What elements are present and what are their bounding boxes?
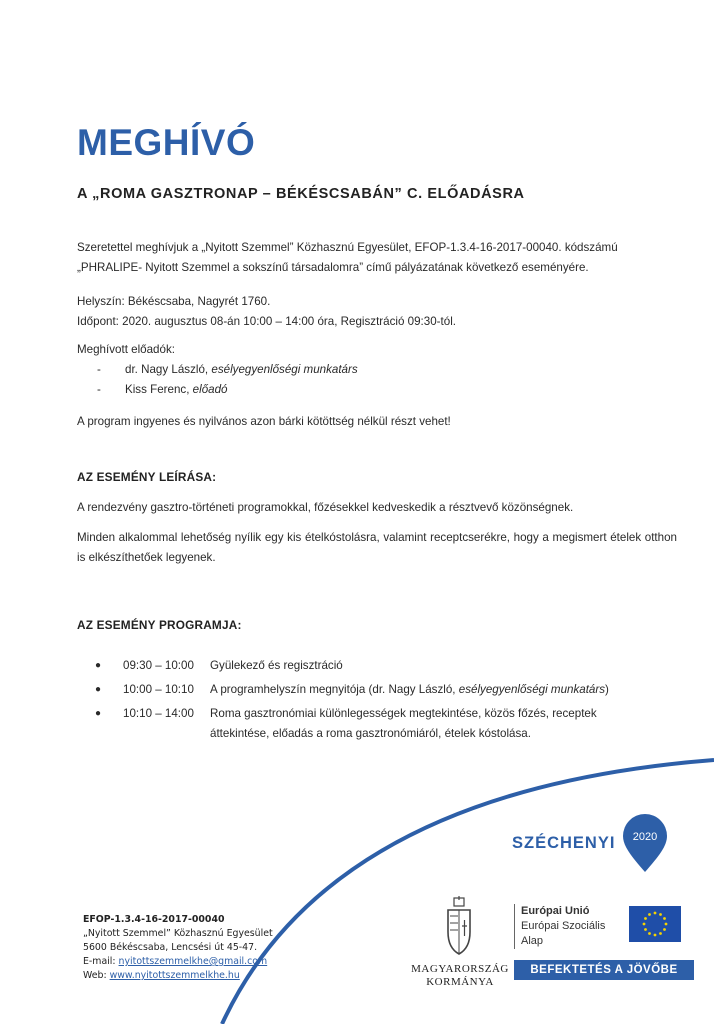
dash-marker: - — [97, 383, 101, 396]
description-paragraph-1: A rendezvény gasztro-történeti programokkal, főzésekkel kedveskedik a résztvevő közönségnek. — [77, 501, 574, 514]
bullet-icon: ● — [95, 708, 102, 719]
svg-text:2020: 2020 — [633, 831, 658, 843]
footer-org: „Nyitott Szemmel” Közhasznú Egyesület — [83, 928, 273, 939]
intro-line-1: Szeretettel meghívjuk a „Nyitott Szemmel” Közhasznú Egyesület, EFOP-1.3.4-16-2017-00040. kódszámú — [77, 241, 618, 254]
program-desc: A programhelyszín megnyitója (dr. Nagy László, esélyegyenlőségi munkatárs) — [210, 683, 609, 696]
footer-web-row: Web: www.nyitottszemmelkhe.hu — [83, 970, 240, 981]
page-subtitle: A „ROMA GASZTRONAP – BÉKÉSCSABÁN” C. ELŐADÁSRA — [77, 186, 525, 202]
venue-block — [77, 292, 456, 332]
footer-email-row: E-mail: nyitottszemmelkhe@gmail.com — [83, 956, 268, 967]
invest-banner: BEFEKTETÉS A JÖVŐBE — [514, 960, 694, 980]
speaker-role: előadó — [192, 383, 228, 396]
hungarian-crest-icon — [442, 896, 476, 956]
program-desc: Roma gasztronómiai különlegességek megtekintése, közös főzés, receptek áttekintése, előadás a roma gasztronómiáról, ételek kóstolása. — [210, 707, 597, 740]
intro-paragraph — [77, 238, 667, 278]
speaker-item — [77, 380, 358, 400]
page-title: MEGHÍVÓ — [77, 122, 256, 163]
program-list — [95, 656, 655, 748]
dash-marker: - — [97, 363, 101, 376]
szechenyi-text: SZÉCHENYI — [512, 833, 616, 852]
program-item — [95, 704, 655, 744]
program-time: 10:10 – 14:00 — [123, 707, 194, 720]
speaker-item — [77, 360, 358, 380]
program-item — [95, 656, 655, 676]
program-desc: Gyülekező és regisztráció — [210, 659, 343, 672]
program-time: 09:30 – 10:00 — [123, 659, 194, 672]
speaker-name: dr. Nagy László, — [125, 363, 209, 376]
eu-flag-icon — [629, 906, 681, 942]
venue-time: Időpont: 2020. augusztus 08-án 10:00 – 14:00 óra, Regisztráció 09:30-tól. — [77, 315, 456, 328]
web-link[interactable]: www.nyitottszemmelkhe.hu — [109, 970, 240, 981]
program-time: 10:00 – 10:10 — [123, 683, 194, 696]
program-heading: AZ ESEMÉNY PROGRAMJA: — [77, 618, 242, 632]
footer-contact — [83, 913, 273, 983]
venue-location: Helyszín: Békéscsaba, Nagyrét 1760. — [77, 295, 271, 308]
description-heading: AZ ESEMÉNY LEÍRÁSA: — [77, 470, 217, 484]
szechenyi-logo — [512, 812, 669, 874]
speaker-name: Kiss Ferenc, — [125, 383, 190, 396]
free-entry-note: A program ingyenes és nyilvános azon bárki kötöttség nélkül részt vehet! — [77, 415, 451, 428]
speakers-block — [77, 340, 358, 400]
speaker-role: esélyegyenlőségi munkatárs — [211, 363, 358, 376]
footer-project-code: EFOP-1.3.4-16-2017-00040 — [83, 914, 225, 925]
footer-address: 5600 Békéscsaba, Lencsési út 45-47. — [83, 942, 258, 953]
intro-line-2: „PHRALIPE- Nyitott Szemmel a sokszínű társadalomra” című pályázatának következő eseményére. — [77, 261, 589, 274]
email-link[interactable]: nyitottszemmelkhe@gmail.com — [118, 956, 268, 967]
eu-logo-text: Európai Unió Európai Szociális Alap — [514, 904, 605, 949]
bullet-icon: ● — [95, 660, 102, 671]
program-item — [95, 680, 655, 700]
speakers-heading: Meghívott előadók: — [77, 343, 175, 356]
government-logo-text: MAGYARORSZÁG KORMÁNYA — [411, 963, 509, 988]
description-paragraph-2: Minden alkalommal lehetőség nyílik egy kis ételkóstolásra, valamint receptcserékre, hogy a megismert ételek otthon is elkészíthetőek legyenek. — [77, 531, 677, 564]
szechenyi-pin-icon — [621, 812, 669, 874]
bullet-icon: ● — [95, 684, 102, 695]
